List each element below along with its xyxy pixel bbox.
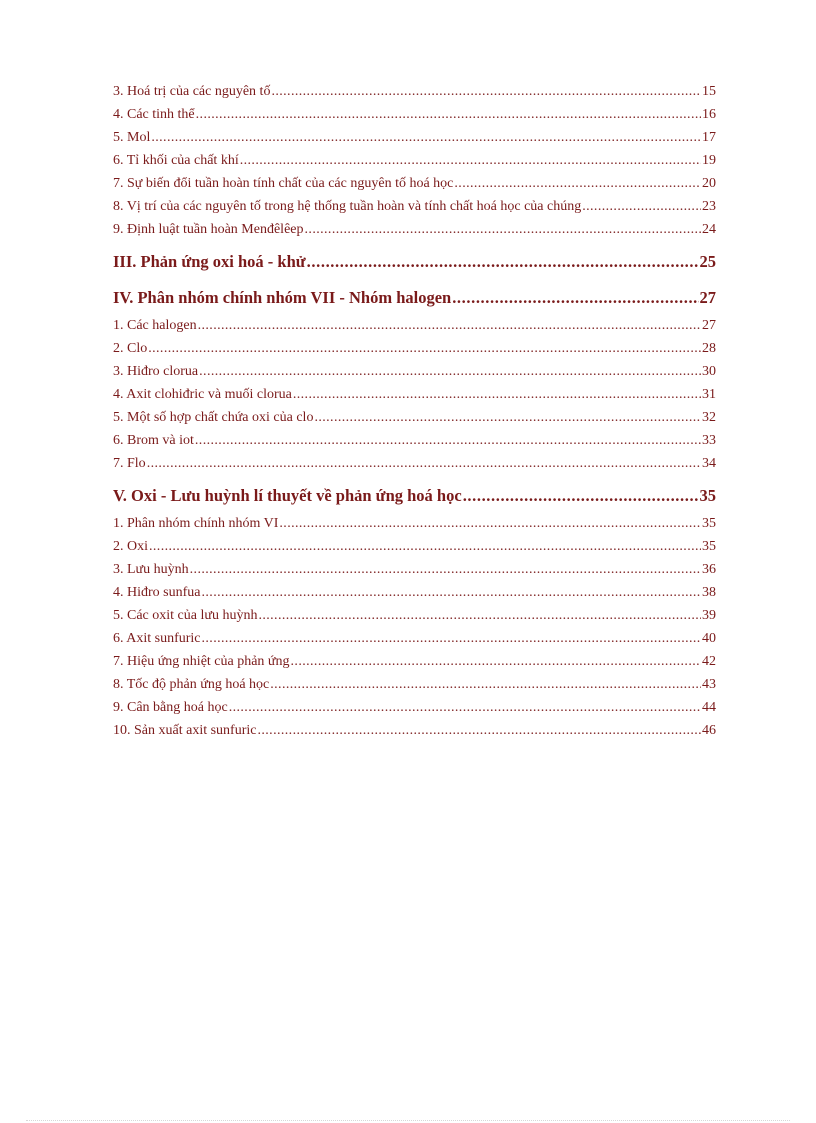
toc-entry[interactable] xyxy=(113,195,716,218)
toc-section-heading[interactable] xyxy=(113,246,716,277)
toc-entry-label: 4. Axit clohiđric và muối clorua xyxy=(113,387,292,402)
dot-leader xyxy=(270,673,701,696)
toc-entry-page: 20 xyxy=(702,176,716,191)
toc-entry-page: 28 xyxy=(702,341,716,356)
toc-entry-label: 6. Brom và iot xyxy=(113,433,194,448)
dot-leader xyxy=(202,581,702,604)
dot-leader xyxy=(199,360,701,383)
toc-entry-page: 43 xyxy=(702,677,716,692)
toc-entry-label: 8. Vị trí của các nguyên tố trong hệ thống tuần hoàn và tính chất hoá học của chúng xyxy=(113,199,582,214)
toc-entry-label: 3. Lưu huỳnh xyxy=(113,562,189,577)
dot-leader xyxy=(202,627,702,650)
dot-leader xyxy=(229,696,701,719)
toc-entry-page: 40 xyxy=(702,631,716,646)
dot-leader xyxy=(279,512,701,535)
toc-heading-page: 35 xyxy=(699,486,716,505)
toc-entry[interactable] xyxy=(113,719,716,742)
toc-entry[interactable] xyxy=(113,337,716,360)
toc-entry[interactable] xyxy=(113,80,716,103)
dot-leader xyxy=(452,282,698,313)
toc-section-heading[interactable] xyxy=(113,480,716,511)
toc-entry[interactable] xyxy=(113,512,716,535)
toc-entry-label: 8. Tốc độ phản ứng hoá học xyxy=(113,677,270,692)
toc-entry-label: 9. Định luật tuần hoàn Menđêlêep xyxy=(113,222,304,237)
toc-section-heading[interactable] xyxy=(113,282,716,313)
dot-leader xyxy=(190,558,701,581)
toc-entry-page: 35 xyxy=(702,539,716,554)
dot-leader xyxy=(147,452,701,475)
toc-entry-label: 4. Hiđro sunfua xyxy=(113,585,201,600)
toc-entry[interactable] xyxy=(113,383,716,406)
toc-entry-label: 7. Flo xyxy=(113,456,146,471)
dot-leader xyxy=(291,650,701,673)
toc-entry-label: 6. Tỉ khối của chất khí xyxy=(113,153,239,168)
toc-entry-label: 6. Axit sunfuric xyxy=(113,631,201,646)
toc-entry-label: 3. Hoá trị của các nguyên tố xyxy=(113,84,271,99)
toc-entry[interactable] xyxy=(113,360,716,383)
toc-entry-label: 5. Các oxit của lưu huỳnh xyxy=(113,608,258,623)
toc-entry[interactable] xyxy=(113,673,716,696)
toc-entry[interactable] xyxy=(113,535,716,558)
toc-entry-label: 7. Sự biến đổi tuần hoàn tính chất của các nguyên tố hoá học xyxy=(113,176,454,191)
toc-entry[interactable] xyxy=(113,650,716,673)
toc-entry[interactable] xyxy=(113,429,716,452)
toc-entry-page: 39 xyxy=(702,608,716,623)
toc-entry-page: 36 xyxy=(702,562,716,577)
toc-entry-label: 7. Hiệu ứng nhiệt của phản ứng xyxy=(113,654,290,669)
toc-entry[interactable] xyxy=(113,558,716,581)
dot-leader xyxy=(582,195,701,218)
toc-entry-label: 9. Cân bằng hoá học xyxy=(113,700,228,715)
toc-entry[interactable] xyxy=(113,218,716,241)
toc-heading-page: 27 xyxy=(699,288,716,307)
toc-entry-page: 33 xyxy=(702,433,716,448)
toc-entry-page: 15 xyxy=(702,84,716,99)
dot-leader xyxy=(293,383,701,406)
dot-leader xyxy=(257,719,701,742)
toc-heading-label: IV. Phân nhóm chính nhóm VII - Nhóm halogen xyxy=(113,288,452,307)
toc-entry-page: 30 xyxy=(702,364,716,379)
toc-entry-label: 2. Clo xyxy=(113,341,148,356)
toc-entry[interactable] xyxy=(113,126,716,149)
dot-leader xyxy=(240,149,701,172)
toc-entry-label: 1. Các halogen xyxy=(113,318,197,333)
toc-entry[interactable] xyxy=(113,581,716,604)
toc-entry-page: 27 xyxy=(702,318,716,333)
toc-entry-label: 5. Mol xyxy=(113,130,151,145)
toc-entry[interactable] xyxy=(113,452,716,475)
toc-entry-page: 38 xyxy=(702,585,716,600)
toc-entry[interactable] xyxy=(113,406,716,429)
toc-entry[interactable] xyxy=(113,314,716,337)
dot-leader xyxy=(454,172,701,195)
toc-entry[interactable] xyxy=(113,103,716,126)
toc-entry-page: 44 xyxy=(702,700,716,715)
toc-entry[interactable] xyxy=(113,627,716,650)
page-bottom-divider xyxy=(26,1120,790,1121)
toc-entry[interactable] xyxy=(113,149,716,172)
toc-heading-label: V. Oxi - Lưu huỳnh lí thuyết về phản ứng hoá học xyxy=(113,486,462,505)
dot-leader xyxy=(305,218,701,241)
toc-entry-page: 17 xyxy=(702,130,716,145)
toc-entry-page: 23 xyxy=(702,199,716,214)
dot-leader xyxy=(307,246,699,277)
toc-entry[interactable] xyxy=(113,604,716,627)
toc-entry-page: 32 xyxy=(702,410,716,425)
table-of-contents xyxy=(113,80,716,742)
toc-entry-page: 16 xyxy=(702,107,716,122)
toc-entry-page: 34 xyxy=(702,456,716,471)
toc-entry-page: 35 xyxy=(702,516,716,531)
toc-entry-label: 2. Oxi xyxy=(113,539,148,554)
toc-entry[interactable] xyxy=(113,172,716,195)
toc-entry-page: 31 xyxy=(702,387,716,402)
dot-leader xyxy=(149,535,701,558)
toc-entry-label: 4. Các tinh thể xyxy=(113,107,195,122)
toc-heading-label: III. Phản ứng oxi hoá - khử xyxy=(113,252,306,271)
dot-leader xyxy=(271,80,701,103)
toc-entry-label: 3. Hiđro clorua xyxy=(113,364,199,379)
dot-leader xyxy=(314,406,701,429)
dot-leader xyxy=(196,103,701,126)
dot-leader xyxy=(463,480,699,511)
toc-entry-label: 5. Một số hợp chất chứa oxi của clo xyxy=(113,410,314,425)
toc-entry-label: 10. Sản xuất axit sunfuric xyxy=(113,723,257,738)
dot-leader xyxy=(151,126,701,149)
dot-leader xyxy=(258,604,701,627)
toc-entry-page: 24 xyxy=(702,222,716,237)
toc-heading-page: 25 xyxy=(699,252,716,271)
toc-entry-page: 42 xyxy=(702,654,716,669)
dot-leader xyxy=(195,429,701,452)
toc-entry[interactable] xyxy=(113,696,716,719)
toc-entry-page: 46 xyxy=(702,723,716,738)
toc-entry-label: 1. Phân nhóm chính nhóm VI xyxy=(113,516,279,531)
dot-leader xyxy=(148,337,701,360)
dot-leader xyxy=(198,314,701,337)
toc-entry-page: 19 xyxy=(702,153,716,168)
